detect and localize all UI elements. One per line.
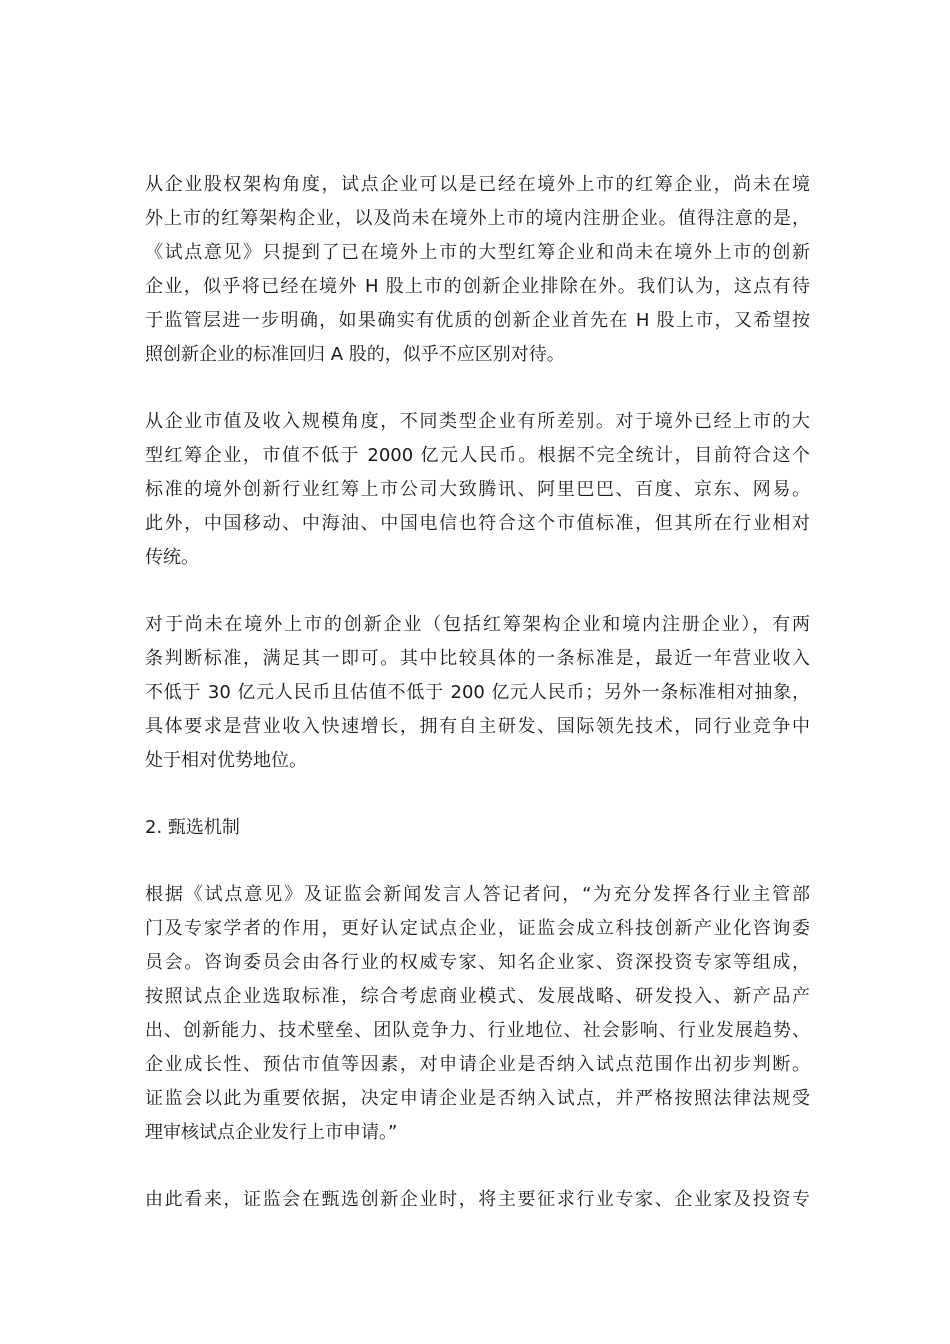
paragraph-unlisted-criteria bbox=[145, 608, 810, 778]
text-line: 对于尚未在境外上市的创新企业（包括红筹架构企业和境内注册企业），有两 bbox=[145, 614, 810, 635]
text-line: 门及专家学者的作用，更好认定试点企业，证监会成立科技创新产业化咨询委 bbox=[145, 918, 810, 939]
text-line: 根据《试点意见》及证监会新闻发言人答记者问，“为充分发挥各行业主管部 bbox=[145, 884, 810, 905]
paragraph-selection-mechanism bbox=[145, 878, 810, 1150]
text-line: 证监会以此为重要依据，决定申请企业是否纳入试点，并严格按照法律法规受 bbox=[145, 1088, 810, 1109]
text-line: 传统。 bbox=[145, 547, 199, 568]
text-line: 于监管层进一步明确，如果确实有优质的创新企业首先在 H 股上市，又希望按 bbox=[145, 310, 810, 331]
section-heading bbox=[145, 811, 810, 845]
text-line: 从企业市值及收入规模角度，不同类型企业有所差别。对于境外已经上市的大 bbox=[145, 411, 810, 432]
text-line: 条判断标准，满足其一即可。其中比较具体的一条标准是，最近一年营业收入 bbox=[145, 648, 810, 669]
text-line: 不低于 30 亿元人民币且估值不低于 200 亿元人民币；另外一条标准相对抽象， bbox=[145, 682, 810, 703]
text-line: 按照试点企业选取标准，综合考虑商业模式、发展战略、研发投入、新产品产 bbox=[145, 986, 810, 1007]
text-line: 处于相对优势地位。 bbox=[145, 750, 307, 771]
text-line: 标准的境外创新行业红筹上市公司大致腾讯、阿里巴巴、百度、京东、网易。 bbox=[145, 479, 810, 500]
text-line: 型红筹企业，市值不低于 2000 亿元人民币。根据不完全统计，目前符合这个 bbox=[145, 445, 810, 466]
paragraph-market-value bbox=[145, 405, 810, 575]
text-line: 出、创新能力、技术壁垒、团队竞争力、行业地位、社会影响、行业发展趋势、 bbox=[145, 1020, 810, 1041]
text-line: 理审核试点企业发行上市申请。” bbox=[145, 1122, 398, 1143]
text-line: 《试点意见》只提到了已在境外上市的大型红筹企业和尚未在境外上市的创新 bbox=[145, 242, 810, 263]
paragraph-conclusion bbox=[145, 1183, 810, 1217]
text-line: 企业成长性、预估市值等因素，对申请企业是否纳入试点范围作出初步判断。 bbox=[145, 1054, 810, 1075]
text-line: 具体要求是营业收入快速增长，拥有自主研发、国际领先技术，同行业竞争中 bbox=[145, 716, 810, 737]
text-line: 由此看来，证监会在甄选创新企业时，将主要征求行业专家、企业家及投资专 bbox=[145, 1189, 810, 1210]
text-line: 员会。咨询委员会由各行业的权威专家、知名企业家、资深投资专家等组成， bbox=[145, 952, 810, 973]
text-line: 此外，中国移动、中海油、中国电信也符合这个市值标准，但其所在行业相对 bbox=[145, 513, 810, 534]
paragraph-equity-structure bbox=[145, 168, 810, 372]
text-line: 外上市的红筹架构企业，以及尚未在境外上市的境内注册企业。值得注意的是， bbox=[145, 208, 810, 229]
text-line: 从企业股权架构角度，试点企业可以是已经在境外上市的红筹企业，尚未在境 bbox=[145, 174, 810, 195]
document-body bbox=[145, 168, 810, 1250]
text-line: 照创新企业的标准回归 A 股的，似乎不应区别对待。 bbox=[145, 344, 565, 365]
text-line: 企业，似乎将已经在境外 H 股上市的创新企业排除在外。我们认为，这点有待 bbox=[145, 276, 810, 297]
section-heading-text: 2. 甄选机制 bbox=[145, 817, 240, 838]
